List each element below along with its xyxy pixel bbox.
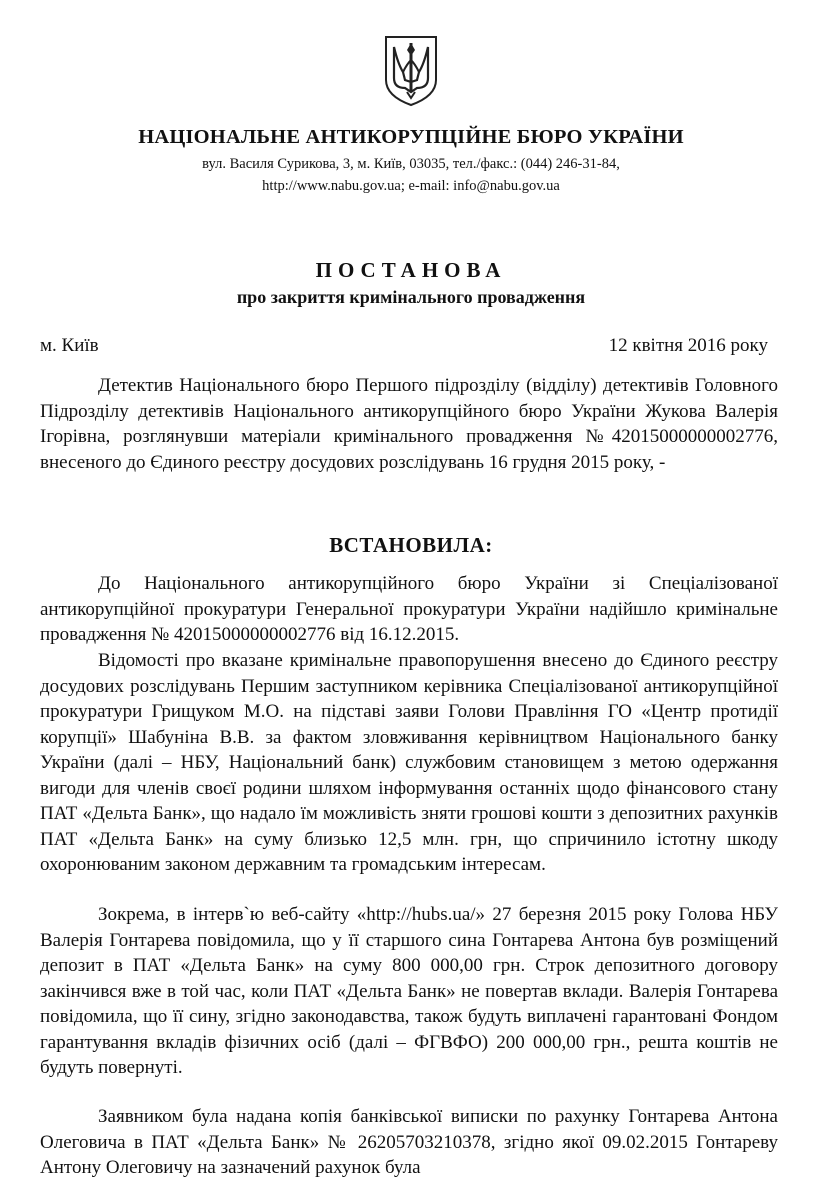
document-place: м. Київ: [40, 335, 99, 356]
document-subtitle: про закриття кримінального провадження: [236, 287, 586, 307]
trident-coat-of-arms-icon: [383, 34, 439, 108]
document-date: 12 квітня 2016 року: [608, 335, 768, 356]
body-paragraph: Зокрема, в інтерв`ю веб-сайту «http://hubs.ua/» 27 березня 2015 року Голова НБУ Валерія Гонтарева повідомила, що у її старшого сина Гонтарева Антона був розміщений депозит в ПАТ «Дельта Банк» на суму 800 000,00 грн. Строк депозитного договору закінчився вже в той час, коли ПАТ «Дельта Банк» не повертав вклади. Валерія Гонтарева повідомила, що її сину, згідно законодавства, також будуть виплачені гарантовані Фондом гарантування вкладів фізичних осіб (далі – ФГВФО) 200 000,00 грн., решта коштів не будуть повернуті.: [40, 904, 778, 1078]
organization-address: вул. Василя Сурикова, 3, м. Київ, 03035, тел./факс.: (044) 246-31-84,: [202, 156, 620, 172]
body-paragraph: Відомості про вказане кримінальне правопорушення внесено до Єдиного реєстру досудових розслідувань Першим заступником керівника Спеціалізованої антикорупційної прокуратури Грищуком М.О. на підставі заяви Голови Правління ГО «Центр протидії корупції» Шабуніна В.В. за фактом зловживання керівництвом Національного банку України (далі – НБУ, Національний банк) службовим становищем з метою одержання вигоди для членів своєї родини шляхом інформування останніх щодо фінансового стану ПАТ «Дельта Банк», що надало їм можливість зняти грошові кошти з депозитних рахунків ПАТ «Дельта Банк» на суму близько 12,5 млн. грн, що спричинило істотну шкоду охоронюваним законом державним та громадським інтересам.: [40, 650, 778, 875]
body-paragraph: Заявником була надана копія банківської виписки по рахунку Гонтарева Антона Олеговича в ПАТ «Дельта Банк» № 26205703210378, згідно якої 09.02.2015 Гонтареву Антону Олеговичу на зазначений рахунок була: [40, 1106, 778, 1178]
document-title: ПОСТАНОВА: [315, 258, 507, 282]
organization-title: НАЦІОНАЛЬНЕ АНТИКОРУПЦІЙНЕ БЮРО УКРАЇНИ: [138, 126, 684, 148]
section-heading: ВСТАНОВИЛА:: [329, 533, 493, 557]
organization-contacts: http://www.nabu.gov.ua; e-mail: info@nabu.gov.ua: [262, 178, 560, 194]
body-paragraph: До Національного антикорупційного бюро України зі Спеціалізованої антикорупційної прокуратури Генеральної прокуратури України надійшло кримінальне провадження № 42015000000002776 від 16.12.2015.: [40, 573, 778, 645]
intro-paragraph: Детектив Національного бюро Першого підрозділу (відділу) детективів Головного Підрозділу детективів Національного антикорупційного бюро України Жукова Валерія Ігорівна, розглянувши матеріали кримінального провадження №42015000000002776, внесеного до Єдиного реєстру досудових розслідувань 16 грудня 2015 року, -: [40, 375, 778, 473]
